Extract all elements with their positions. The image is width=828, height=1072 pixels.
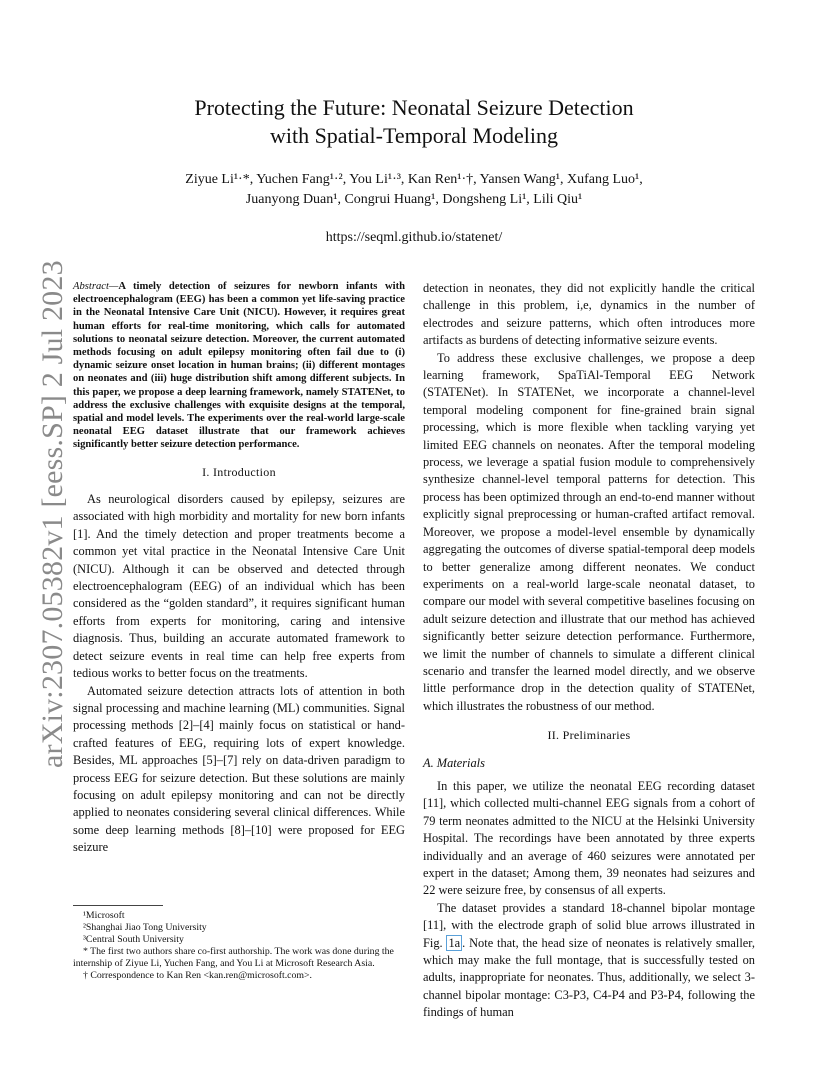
authors-line-1: Ziyue Li¹·*, Yuchen Fang¹·², You Li¹·³, Kan Ren¹·†, Yansen Wang¹, Xufang Luo¹,	[185, 172, 643, 187]
intro-paragraph-2: Automated seizure detection attracts lots of attention in both signal processing and machine learning (ML) communities. Signal processing methods [2]–[4] mainly focus on statistical or hand-crafted features of EEG, requiring lots of expert knowledge. Besides, ML approaches [5]–[7] rely on data-driven paradigm to process EEG for seizure detection. But these solutions are mainly focusing on adult epilepsy monitoring and can not be directly applied to neonates considering several clinical differences. While some deep learning methods [8]–[10] were proposed for EEG seizure	[73, 683, 405, 855]
footnote-affiliation-3: ³Central South University	[83, 934, 184, 945]
section-heading-introduction: I. Introduction	[202, 464, 276, 479]
footnote-correspondence[interactable]: † Correspondence to Kan Ren <kan.ren@microsoft.com>.	[83, 970, 313, 981]
materials-paragraph-1: In this paper, we utilize the neonatal EEG recording dataset [11], which collected multi-channel EEG signals from a cohort of 79 term neonates admitted to the NICU at the Helsinki University Hospital. The recordings have been annotated by three experts individually and an average of 460 seizures were annotated per expert in the dataset; Among them, 39 neonates had seizures and 22 were seizure free, by consensus of all experts.	[423, 778, 755, 898]
materials-paragraph-2	[423, 900, 755, 1022]
abstract	[73, 280, 405, 452]
paper-title	[140, 94, 688, 150]
materials-text-b: . Note that, the head size of neonates is relatively smaller, which may make the full montage, that is successfully tested on adults, inappropriate for neonates. Thus, additionally, we select 3-channel bipolar montage: C3-P3, C4-P4 and P3-P4, following the findings of human	[423, 935, 755, 1020]
project-url[interactable]: https://seqml.github.io/statenet/	[325, 230, 503, 245]
footnote-affiliation-2: ²Shanghai Jiao Tong University	[83, 922, 207, 933]
right-column	[423, 280, 755, 1022]
authors-line-2: Juanyong Duan¹, Congrui Huang¹, Dongsheng Li¹, Lili Qiu¹	[245, 192, 583, 207]
intro-paragraph-1: As neurological disorders caused by epilepsy, seizures are associated with high morbidity and mortality for new born infants [1]. And the timely detection and proper treatments become a common yet vital practice in the Neonatal Intensive Care Unit (NICU). Although it can be observed and detected through electroencephalogram (EEG) of an individual which has been considered as the “golden standard”, it requires significant human efforts from experts for monitoring, caring and intensive diagnosis. Thus, building an accurate automated framework to detect seizure events in real time can help free experts from tedious works to better focus on the treatments.	[73, 492, 405, 681]
footnote-affiliation-1: ¹Microsoft	[83, 910, 125, 921]
subsection-heading-materials: A. Materials	[423, 755, 485, 770]
footnote-rule	[73, 905, 163, 906]
title-line-1: Protecting the Future: Neonatal Seizure Detection	[194, 95, 634, 120]
title-line-2: with Spatial-Temporal Modeling	[269, 123, 559, 148]
figure-1a-link[interactable]: 1a	[448, 935, 461, 950]
author-list	[120, 170, 708, 210]
footnote-co-first: * The first two authors share co-first authorship. The work was done during the internship of Ziyue Li, Yuchen Fang, and You Li at Microsoft Research Asia.	[73, 946, 394, 969]
left-column	[73, 280, 405, 857]
abstract-lead: Abstract—	[73, 281, 119, 292]
right-paragraph-1: detection in neonates, they did not explicitly handle the critical challenge in this problem, i,e, dynamics in the number of electrodes and seizure patterns, which often introduces more artifacts as burdens of detecting informative seizure events.	[423, 281, 755, 348]
arxiv-side-stamp: arXiv:2307.05382v1 [eess.SP] 2 Jul 2023	[36, 260, 69, 768]
materials-text-a: The dataset provides a standard 18-channel bipolar montage [11], with the electrode graph of solid blue arrows illustrated in Fig.	[423, 900, 755, 950]
right-paragraph-2: To address these exclusive challenges, we propose a deep learning framework, SpaTiAl-Temporal EEG Network (STATENet). In STATENet, we incorporate a channel-level temporal modeling component for fine-grained brain signal processing, which is more flexible when tackling varying yet limited EEG channels on neonates. After the temporal modeling process, we leverage a spatial fusion module to comprehensively synthesize channel-level temporal patterns for detection. This process has been optimized through an end-to-end manner without explicitly signal preprocessing or human-crafted artifact removal. Moreover, we propose a model-level ensemble by dynamically aggregating the outcomes of diverse spatial-temporal deep models to better generalize among different neonates. We conduct experiments on a real-world large-scale neonatal dataset, to compare our model with several competitive baselines focusing on adult seizure detection and illustrate that our method has achieved significantly better seizure detection performance. Furthermore, we limit the number of channels to simulate a different clinical scenario and transfer the learned model directly, and we observe little performance drop in the detection quality of STATENet, which illustrates the robustness of our method.	[423, 350, 755, 713]
abstract-body: A timely detection of seizures for newborn infants with electroencephalogram (EEG) has been a common yet life-saving practice in the Neonatal Intensive Care Unit (NICU). However, it requires great human efforts for real-time monitoring, which calls for automated solutions to neonatal seizure detection. Moreover, the current automated methods focusing on adult epilepsy monitoring often fail due to (i) dynamic seizure onset location in human brains; (ii) different montages on neonates and (iii) huge distribution shift among different subjects. In this paper, we propose a deep learning framework, namely STATENet, to address the exclusive challenges with exquisite designs at the temporal, spatial and model levels. The experiments over the real-world large-scale neonatal EEG dataset illustrate that our framework achieves significantly better seizure detection performance.	[73, 281, 405, 451]
footnotes	[73, 905, 405, 982]
section-heading-preliminaries: II. Preliminaries	[547, 728, 631, 743]
